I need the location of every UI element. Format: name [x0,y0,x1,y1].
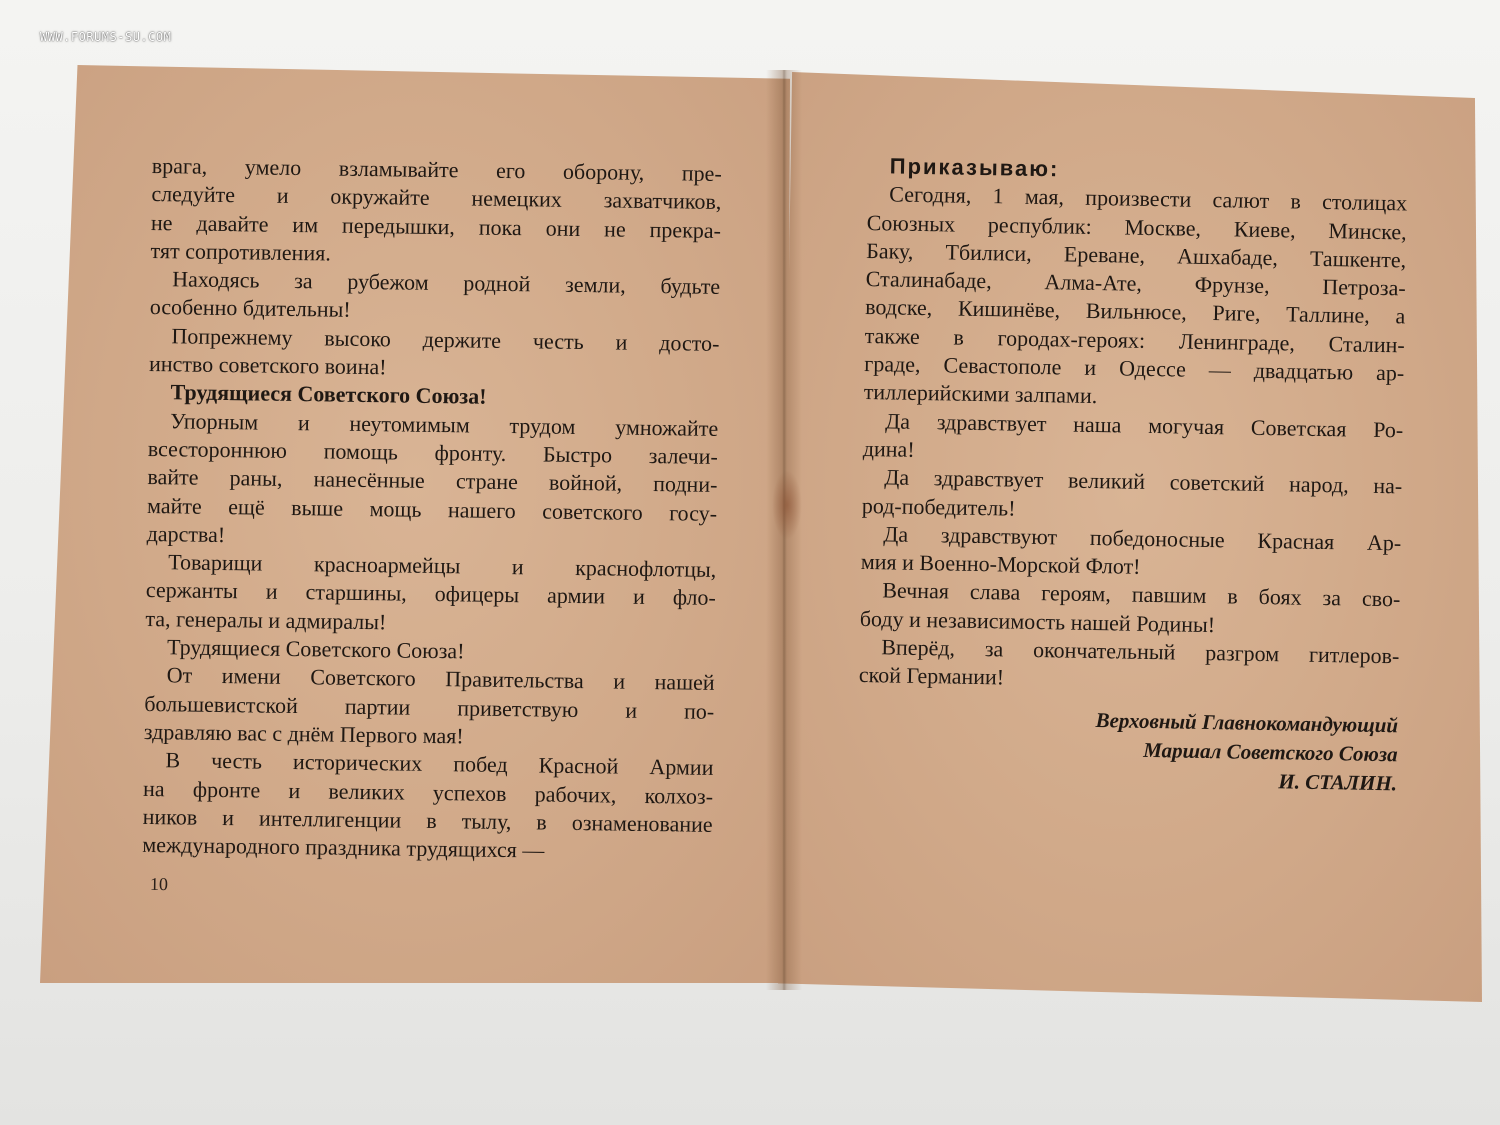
text-line: инство советского воина! [148,351,387,380]
text-line: Находясь за рубежом родной земли, будьте [172,266,721,300]
order-heading: Приказываю: [889,153,1060,182]
text-line: на фронте и великих успехов рабочих, колхоз- [142,775,714,809]
text-line: граде, Севастополе и Одессе — двадцатью ар- [864,351,1405,386]
signature-name: И. СТАЛИН. [1278,768,1398,795]
text-line: дина! [862,435,915,462]
text-line: Да здравствуют победоносные Красная Ар- [883,521,1402,556]
signature-title: Верховный Главнокомандующий [1095,707,1399,737]
text-line: вайте раны, нанесённые стране войной, подни- [147,464,718,498]
text-line: водске, Кишинёве, Вильнюсе, Риге, Таллине, а [865,294,1406,329]
text-line: От имени Советского Правительства и нашей [166,662,715,696]
text-line: Союзных республик: Москве, Киеве, Минске, [866,209,1407,245]
text-line: тиллерийскими залпами. [863,379,1098,409]
text-line: ской Германии! [858,662,1005,690]
page-number: 10 [149,873,169,895]
text-line: род-победитель! [861,492,1016,521]
text-line: Сталинабаде, Алма-Ате, Фрунзе, Петроза- [865,266,1406,301]
text-line: Товарищи красноармейцы и краснофлотцы, [168,549,717,583]
text-line: Упорным и неутомимым трудом умножайте [170,407,719,441]
left-page-text [142,152,722,867]
section-heading: Трудящиеся Советского Союза! [170,379,487,410]
text-line: Да здравствует наша могучая Советская Ро- [885,408,1404,443]
text-line: Вперёд, за окончательный разгром гитлеров- [881,634,1400,669]
text-line: не давайте им передышки, пока они не прекра- [150,209,722,243]
text-line: Трудящиеся Советского Союза! [166,634,465,664]
text-line: Попрежнему высоко держите честь и досто- [171,323,720,356]
text-line: боду и независимость нашей Родины! [859,605,1216,637]
text-line: мия и Военно-Морской Флот! [860,549,1141,579]
text-line: также в городах-героях: Ленинграде, Сталин- [864,322,1405,358]
signature-rank: Маршал Советского Союза [1143,737,1398,766]
text-line: Баку, Тбилиси, Ереване, Ашхабаде, Ташкенте, [866,237,1407,273]
text-line: В честь исторических побед Красной Армии [165,747,714,781]
text-line: та, генералы и адмиралы! [145,605,387,635]
text-line: Сегодня, 1 мая, произвести салют в столицах [889,181,1408,216]
watermark-text: WWW.FORUMS-SU.COM [40,30,172,44]
text-line: тят сопротивления. [150,237,331,266]
signature-block [857,702,1398,798]
text-line: всестороннюю помощь фронту. Быстро залечи- [147,435,718,469]
text-line: Да здравствует великий советский народ, на- [884,464,1403,499]
text-line: здравляю вас с днём Первого мая! [143,718,464,749]
text-line: дарства! [146,520,226,547]
paper-stain [772,470,802,540]
text-line: особенно бдительны! [149,294,351,323]
text-line: большевистской партии приветствую и по- [144,690,715,724]
text-line: врага, умело взламывайте его оборону, пре- [151,152,722,186]
text-line: Вечная слава героям, павшим в боях за сво- [882,577,1401,612]
text-line: следуйте и окружайте немецких захватчиков, [151,181,722,215]
text-line: ников и интеллигенции в тылу, в ознаменование [142,803,713,837]
text-line: сержанты и старшины, офицеры армии и фло- [145,577,717,611]
text-line: майте ещё выше мощь нашего советского госу- [146,492,718,526]
right-page-text [857,152,1408,798]
text-line: международного праздника трудящихся — [142,832,545,863]
